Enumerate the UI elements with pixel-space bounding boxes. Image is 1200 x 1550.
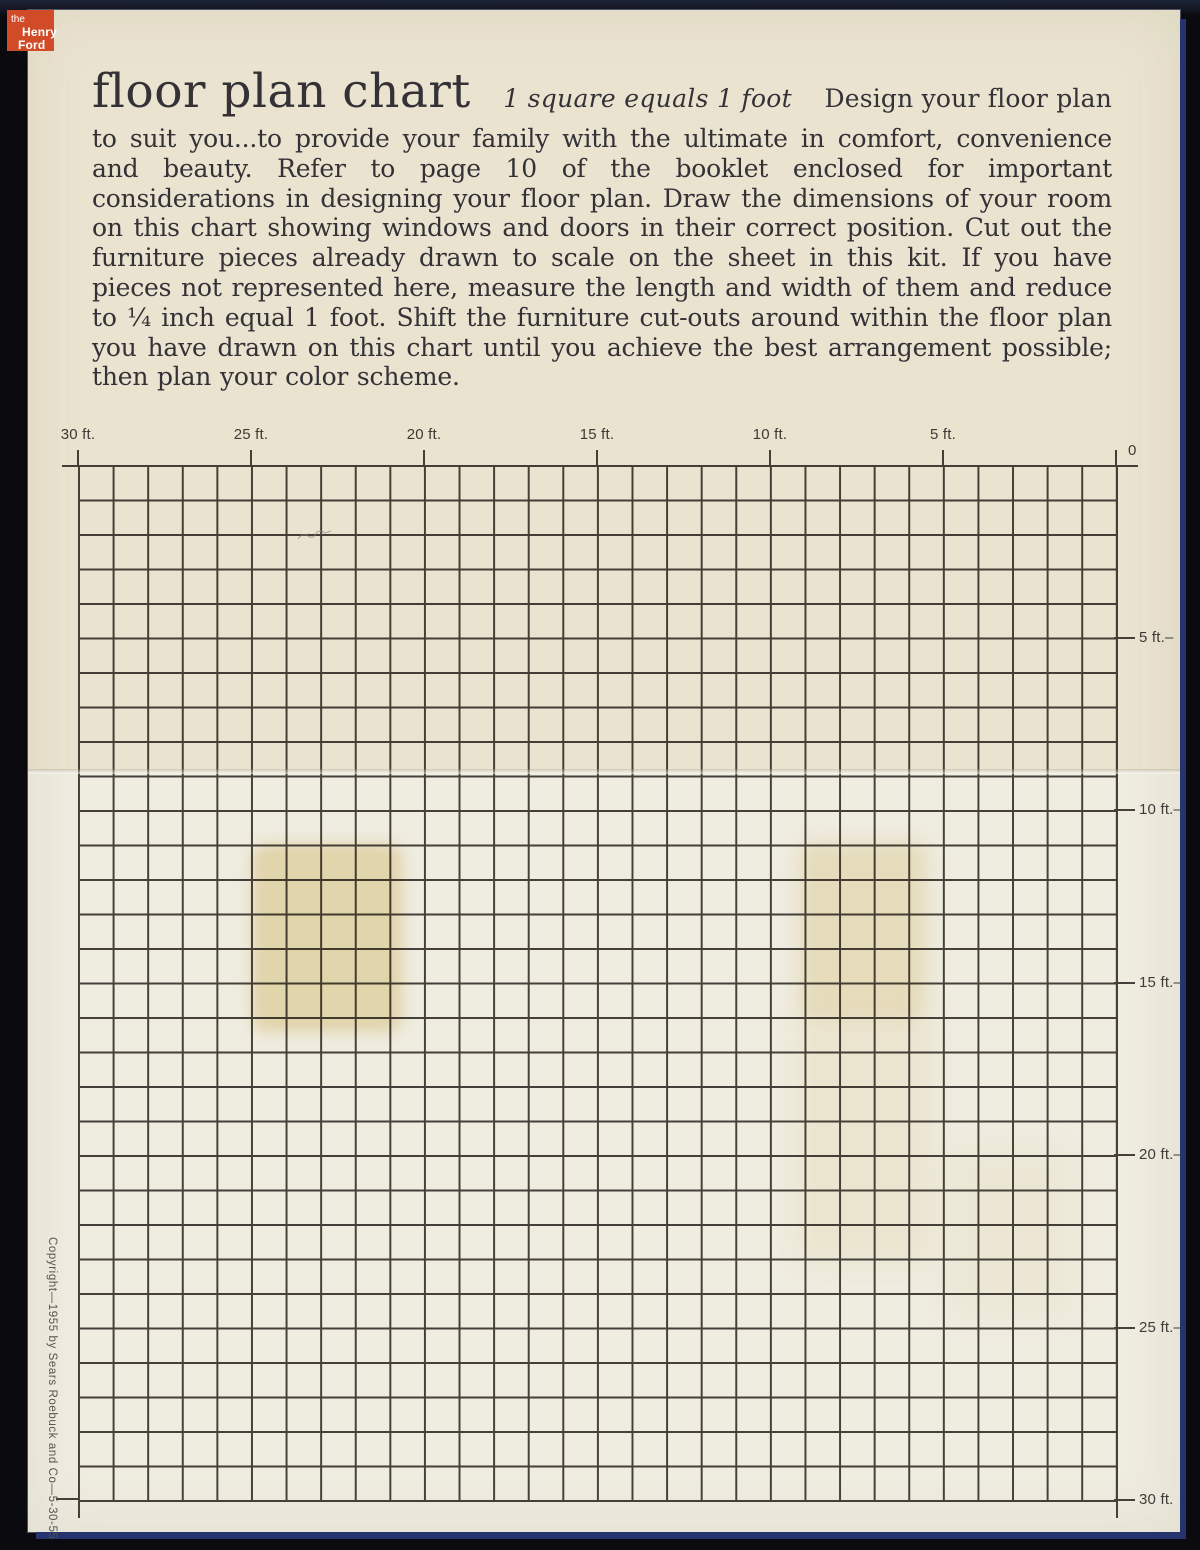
right-edge-extension — [1116, 1500, 1118, 1518]
top-scale-tick — [423, 450, 425, 466]
logo-word-the: the — [11, 14, 25, 25]
top-scale-tick — [596, 450, 598, 466]
right-scale-connector — [1114, 809, 1135, 811]
logo-word-henry: Henry — [22, 25, 58, 39]
left-edge-extension — [78, 1500, 80, 1518]
right-scale-connector — [1114, 982, 1135, 984]
right-scale-label: 25 ft.– — [1139, 1318, 1183, 1336]
top-scale-label: 5 ft. — [929, 426, 957, 443]
zero-scale-label: 0 — [1128, 442, 1137, 459]
top-scale-tick — [769, 450, 771, 466]
page-title: floor plan chart — [92, 64, 471, 119]
bottom-left-line-extension — [56, 1498, 78, 1500]
logo-word-ford: Ford — [18, 38, 46, 52]
floor-plan-grid — [78, 465, 1118, 1502]
header-block — [92, 64, 1112, 392]
right-scale-connector — [1114, 637, 1135, 639]
copyright-vertical-text: Copyright—1955 by Sears Roebuck and Co—5-30-55 — [46, 1237, 58, 1540]
henry-ford-museum-logo — [7, 10, 58, 52]
right-scale-connector — [1114, 1327, 1135, 1329]
top-ruler-line — [62, 465, 1138, 467]
right-scale-label: 20 ft.– — [1139, 1146, 1183, 1163]
top-scale-tick — [250, 450, 252, 466]
intro-phrase: Design your floor plan — [824, 84, 1112, 113]
pencil-scribble — [296, 528, 340, 544]
top-scale-tick — [77, 450, 79, 466]
top-scale-tick — [942, 450, 944, 466]
right-scale-label: 5 ft.– — [1139, 628, 1174, 646]
right-scale-label: 10 ft.– — [1139, 801, 1183, 818]
right-scale-label: 15 ft.– — [1139, 973, 1183, 991]
right-scale-connector — [1114, 1154, 1135, 1156]
scale-subtitle: 1 square equals 1 foot — [503, 84, 793, 113]
top-scale-label: 25 ft. — [233, 426, 269, 443]
top-scale-label: 20 ft. — [406, 426, 442, 443]
top-scale-label: 15 ft. — [579, 426, 615, 443]
title-line — [92, 64, 1112, 119]
top-scale-label: 30 ft. — [60, 426, 96, 443]
instructions-paragraph: to suit you...to provide your family with the ultimate in comfort, convenience and beauty. Refer to page 10 of the booklet enclosed for important considerations in designing your floor plan. Draw the dimensions of your room on this chart showing windows and doors in their correct position. Cut out the furniture pieces already drawn to scale on the sheet in this kit. If you have pieces not represented here, measure the length and width of them and reduce to ¼ inch equal 1 foot. Shift the furniture cut-outs around within the floor plan you have drawn on this chart until you achieve the best arrangement possible; then plan your color scheme. — [92, 124, 1112, 392]
top-scale-label: 10 ft. — [752, 426, 788, 443]
right-scale-label: 30 ft. — [1139, 1491, 1174, 1508]
top-scale-tick — [1115, 450, 1117, 466]
